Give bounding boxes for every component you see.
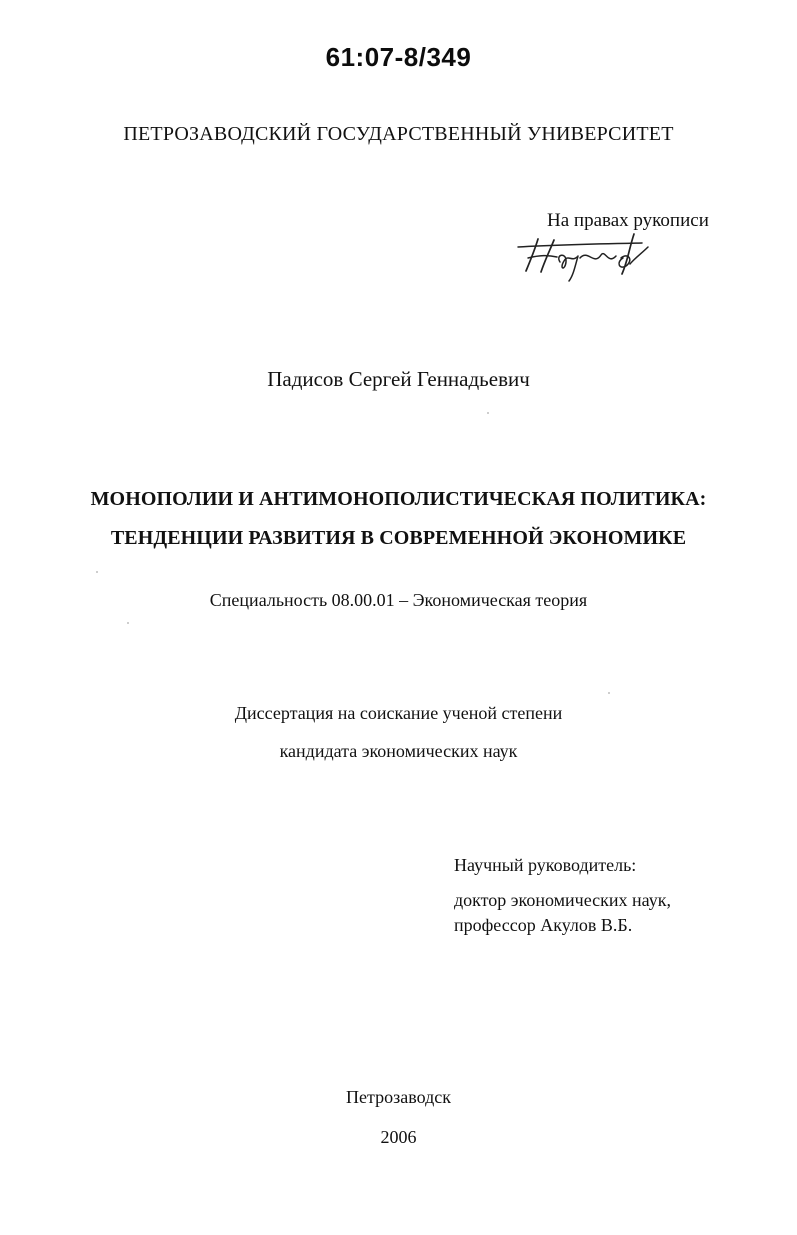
university-name: ПЕТРОЗАВОДСКИЙ ГОСУДАРСТВЕННЫЙ УНИВЕРСИТЕТ xyxy=(123,123,674,145)
scan-speck xyxy=(127,622,129,624)
supervisor-name: профессор Акулов В.Б. xyxy=(454,915,633,935)
degree-line-1: Диссертация на соискание ученой степени xyxy=(234,703,563,723)
supervisor-details xyxy=(454,888,671,938)
title-line-2: ТЕНДЕНЦИИ РАЗВИТИЯ В СОВРЕМЕННОЙ ЭКОНОМИКЕ xyxy=(110,527,687,549)
degree-statement xyxy=(0,694,797,770)
manuscript-note: На правах рукописи xyxy=(547,210,709,231)
city: Петрозаводск xyxy=(346,1087,451,1107)
scan-speck xyxy=(96,571,98,573)
catalog-number: 61:07-8/349 xyxy=(325,42,472,72)
handwritten-signature xyxy=(510,231,650,283)
supervisor-heading: Научный руководитель: xyxy=(454,855,637,875)
speciality-line: Специальность 08.00.01 – Экономическая теория xyxy=(209,590,588,610)
author-name: Падисов Сергей Геннадьевич xyxy=(267,367,530,391)
dissertation-title xyxy=(0,480,797,558)
scan-speck xyxy=(608,692,610,694)
year: 2006 xyxy=(380,1127,417,1147)
degree-line-2: кандидата экономических наук xyxy=(279,741,518,761)
supervisor-degree: доктор экономических наук, xyxy=(454,890,671,910)
scan-speck xyxy=(487,412,489,414)
title-line-1: МОНОПОЛИИ И АНТИМОНОПОЛИСТИЧЕСКАЯ ПОЛИТИКА: xyxy=(90,488,707,510)
